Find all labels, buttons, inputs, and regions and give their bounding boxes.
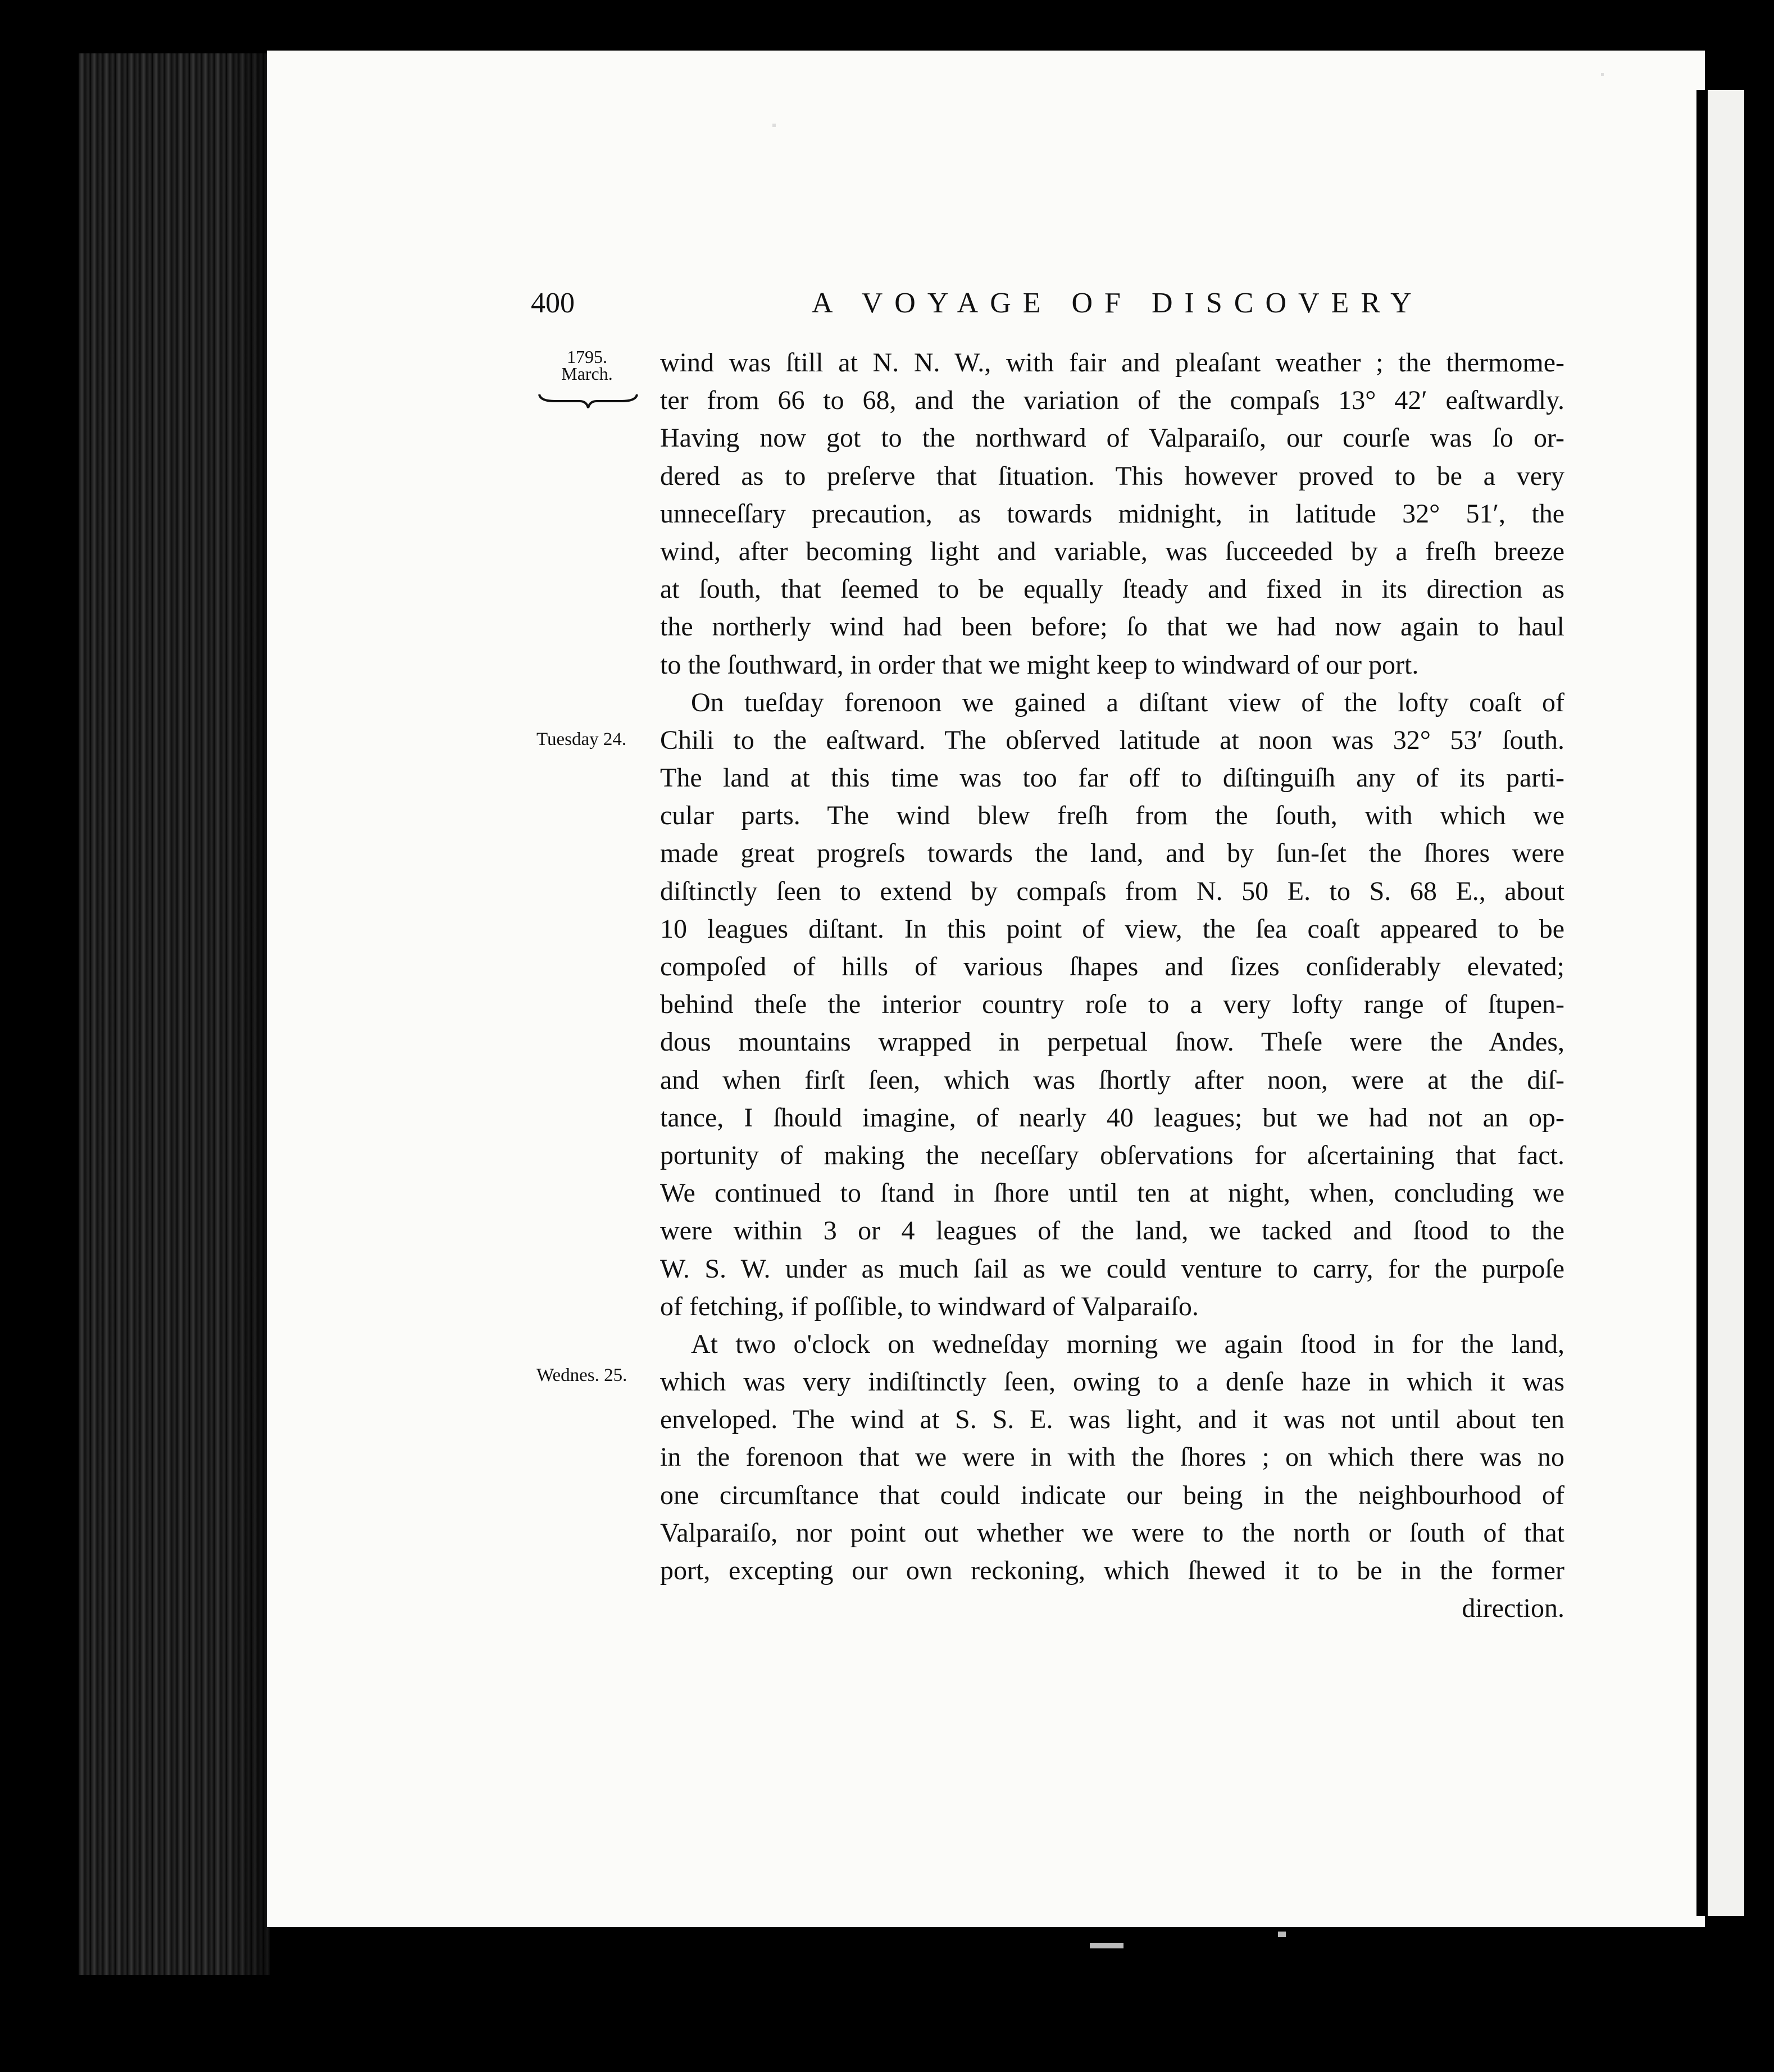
text-line: compoſed of hills of various ſhapes and ſizes conſiderably elevated; — [660, 952, 1564, 982]
text-line: the northerly wind had been before; ſo that we had now again to haul — [660, 612, 1564, 642]
text-line: dous mountains wrapped in perpetual ſnow. Theſe were the Andes, — [660, 1027, 1564, 1057]
text-line: Valparaiſo, nor point out whether we were to the north or ſouth of that — [660, 1517, 1564, 1548]
text-line: behind theſe the interior country roſe to a very lofty range of ſtupen- — [660, 989, 1564, 1020]
text-line: tance, I ſhould imagine, of nearly 40 leagues; but we had not an op- — [660, 1102, 1564, 1133]
book-edge-shadow — [225, 53, 270, 1975]
text-line: On tueſday forenoon we gained a diſtant view of the lofty coaſt of — [691, 687, 1564, 717]
text-line: wind, after becoming light and variable, was ſucceeded by a freſh breeze — [660, 536, 1564, 566]
margin-note-tuesday: Tuesday 24. — [536, 729, 627, 749]
text-line: in the forenoon that we were in with the ſhores ; on which there was no — [660, 1442, 1564, 1473]
text-line: unneceſſary precaution, as towards midnight, in latitude 32° 51′, the — [660, 498, 1564, 529]
text-line: dered as to preſerve that ſituation. This however proved to be a very — [660, 461, 1564, 491]
text-line: to the ſouthward, in order that we might keep to windward of our port. — [660, 649, 1419, 680]
text-line: portunity of making the neceſſary obſervations for aſcertaining that fact. — [660, 1140, 1564, 1170]
text-line: Chili to the eaſtward. The obſerved latitude at noon was 32° 53′ ſouth. — [660, 725, 1564, 755]
running-title: A VOYAGE OF DISCOVERY — [812, 287, 1423, 319]
text-line: wind was ſtill at N. N. W., with fair and pleaſant weather ; the thermome- — [660, 348, 1564, 378]
text-line: The land at this time was too far off to diſtinguiſh any of its parti- — [660, 763, 1564, 793]
text-line: made great progreſs towards the land, and by ſun-ſet the ſhores were — [660, 838, 1564, 869]
text-line: which was very indiſtinctly ſeen, owing to a denſe haze in which it was — [660, 1367, 1564, 1397]
brace-icon — [538, 393, 638, 410]
text-line: at ſouth, that ſeemed to be equally ſteady and fixed in its direction as — [660, 574, 1564, 605]
text-line: Having now got to the northward of Valparaiſo, our courſe was ſo or- — [660, 423, 1564, 453]
text-line: port, excepting our own reckoning, which ſhewed it to be in the former — [660, 1556, 1564, 1585]
text-line: of fetching, if poſſible, to windward of Valparaiſo. — [660, 1291, 1199, 1321]
text-line: were within 3 or 4 leagues of the land, we tacked and ſtood to the — [660, 1216, 1564, 1246]
text-line: 10 leagues diſtant. In this point of view, the ſea coaſt appeared to be — [660, 914, 1564, 944]
text-line: We continued to ſtand in ſhore until ten at night, when, concluding we — [660, 1178, 1564, 1208]
catchword: direction. — [1462, 1593, 1564, 1624]
text-line: enveloped. The wind at S. S. E. was light, and it was not until about ten — [660, 1405, 1564, 1435]
margin-year: 1795. — [567, 347, 607, 367]
text-line: cular parts. The wind blew freſh from the ſouth, with which we — [660, 801, 1564, 831]
page-number: 400 — [531, 287, 575, 319]
text-line: one circumſtance that could indicate our being in the neighbourhood of — [660, 1480, 1564, 1510]
text-line: diſtinctly ſeen to extend by compaſs from N. 50 E. to S. 68 E., about — [660, 876, 1564, 906]
text-line: ter from 66 to 68, and the variation of the compaſs 13° 42′ eaſtwardly. — [660, 385, 1564, 416]
text-line: At two o'clock on wedneſday morning we again ſtood in for the land, — [691, 1329, 1564, 1359]
margin-date — [553, 348, 621, 382]
page-header — [531, 287, 1531, 326]
text-line: W. S. W. under as much ſail as we could venture to carry, for the purpoſe — [660, 1253, 1564, 1284]
text-line: and when firſt ſeen, which was ſhortly after noon, were at the diſ- — [660, 1065, 1564, 1095]
margin-note-wednesday: Wednes. 25. — [536, 1365, 627, 1385]
margin-month: March. — [561, 363, 613, 384]
body-text — [660, 344, 1564, 1627]
page-gutter — [1696, 90, 1709, 1916]
facing-page-edge — [1708, 90, 1744, 1916]
